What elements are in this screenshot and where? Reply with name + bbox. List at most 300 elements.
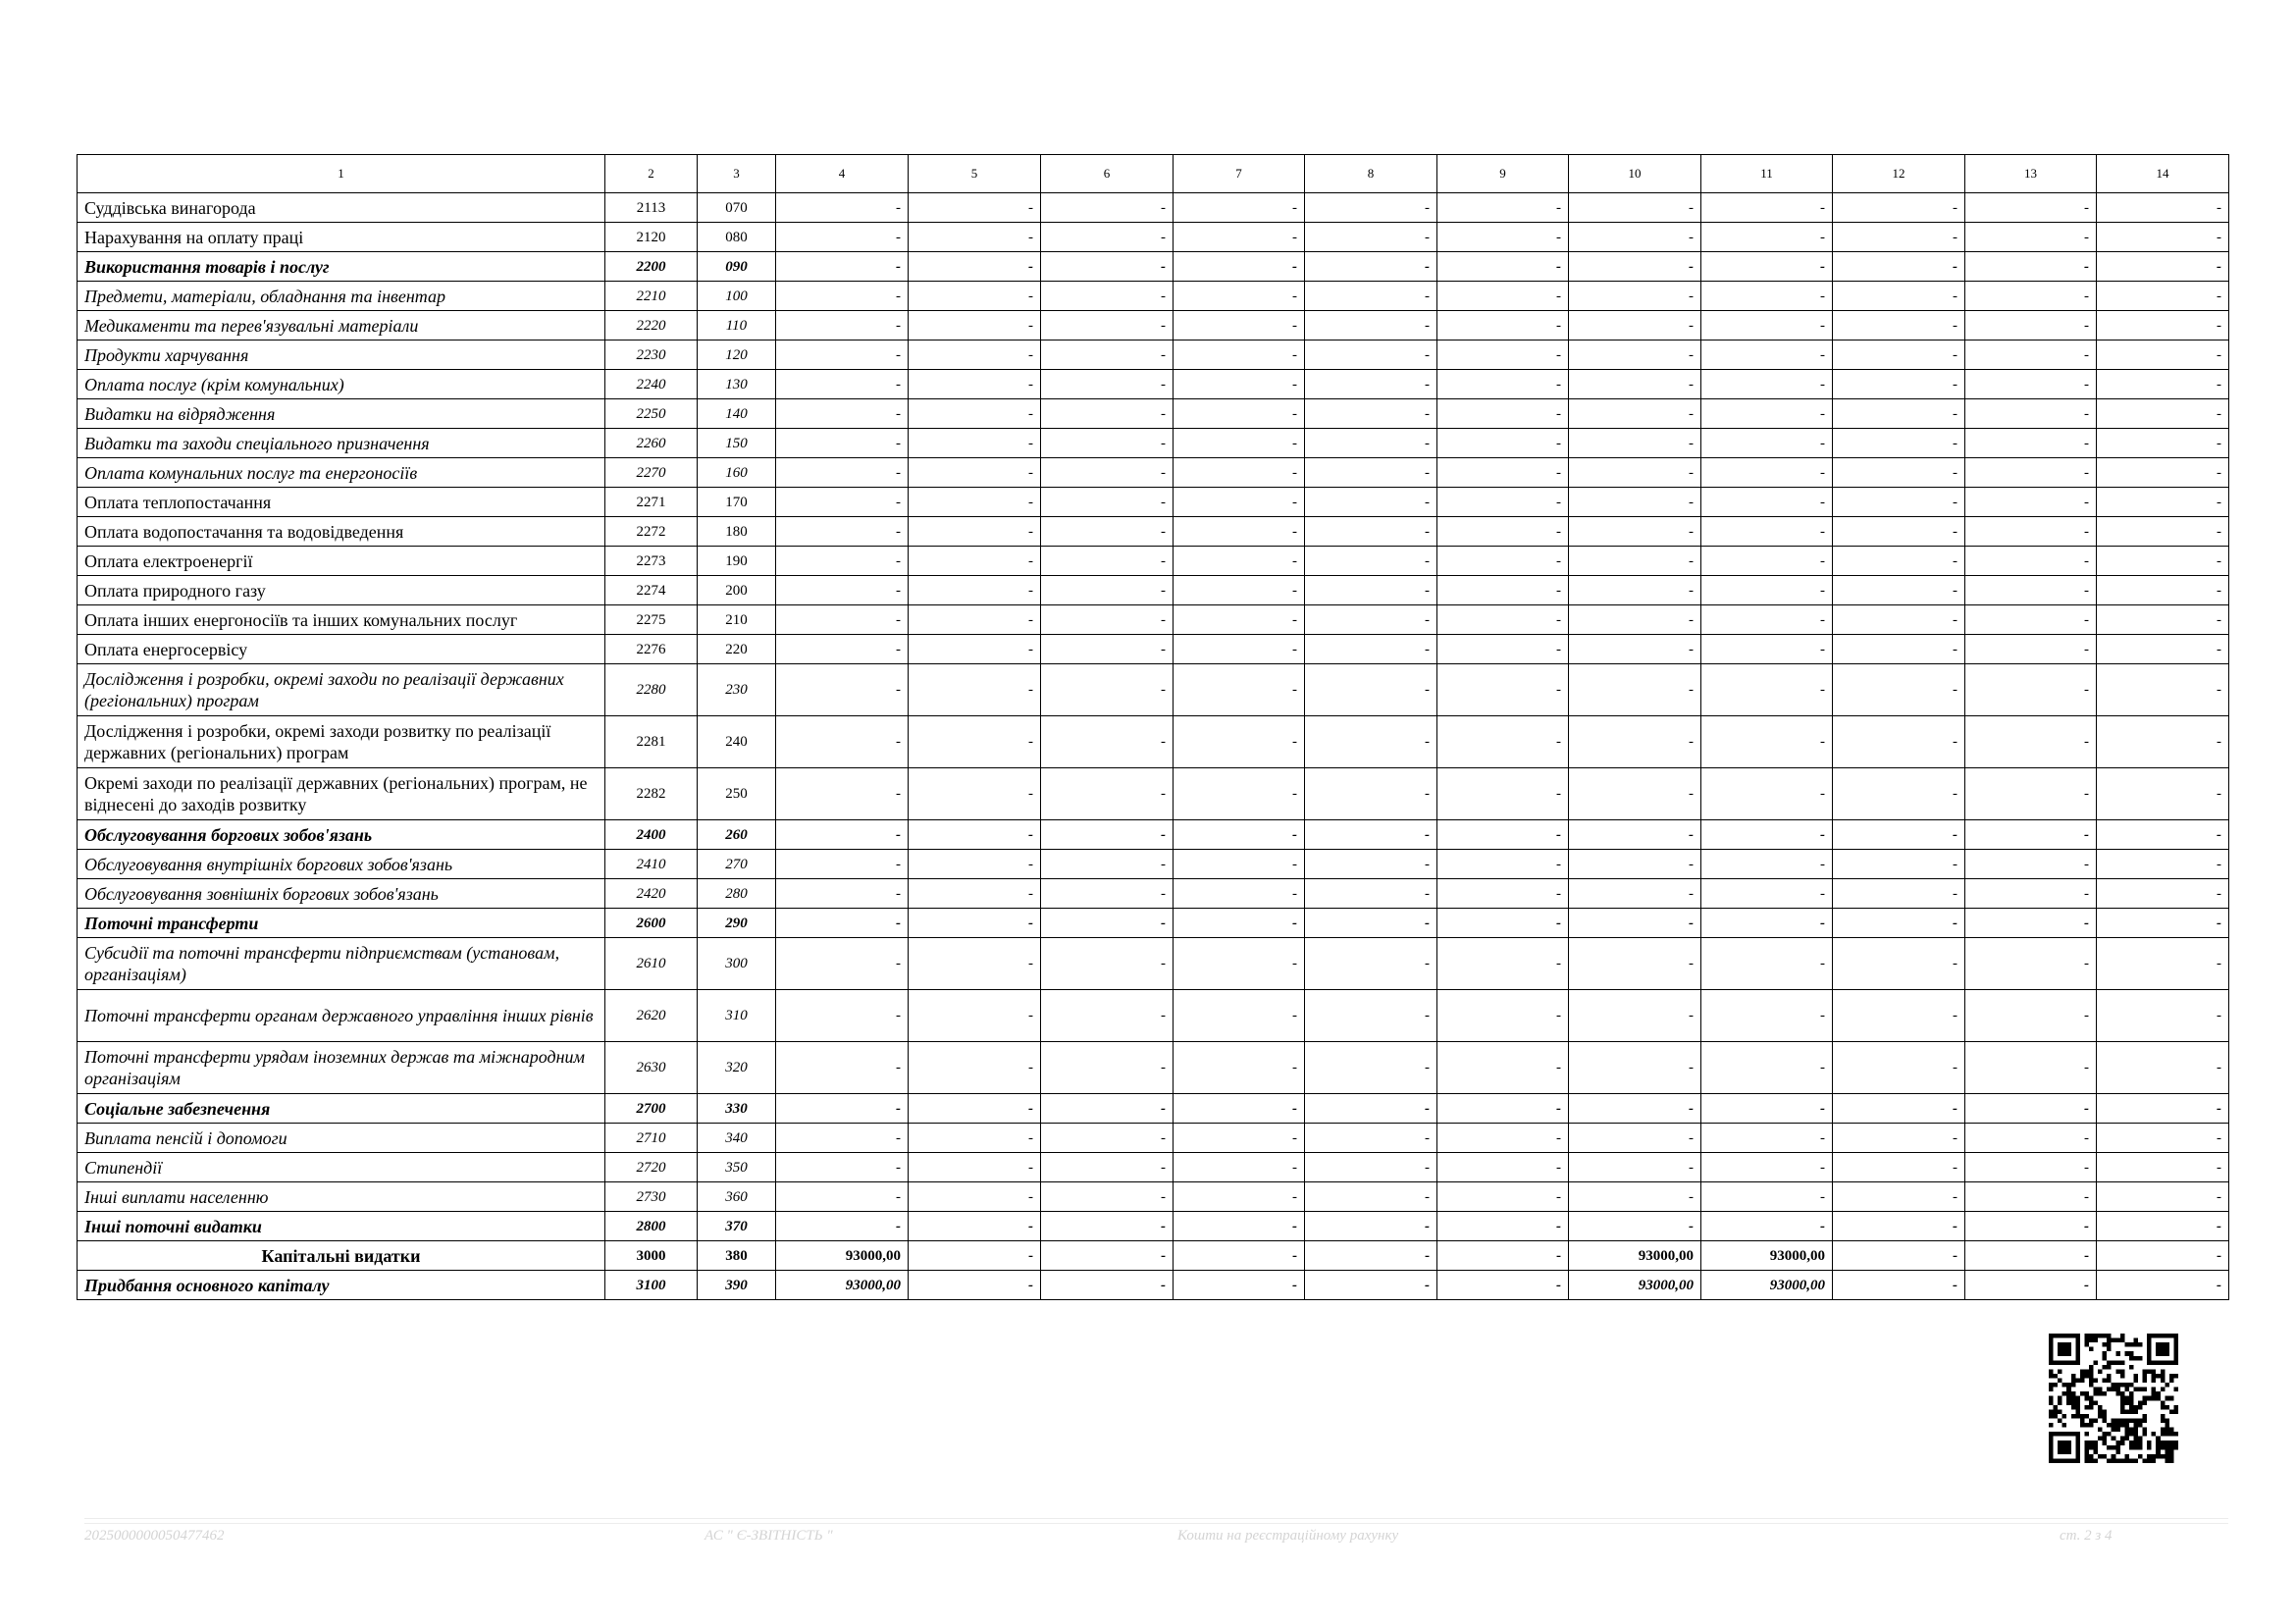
qr-module [2049, 1458, 2054, 1463]
qr-module [2143, 1396, 2148, 1401]
value-cell: - [1833, 488, 1965, 517]
value-cell: - [1569, 938, 1701, 990]
qr-module [2058, 1369, 2062, 1374]
qr-module [2133, 1342, 2138, 1347]
qr-module [2147, 1351, 2152, 1356]
value-cell: - [1041, 547, 1174, 576]
value-cell: - [1701, 252, 1833, 282]
row-kekv-code: 2700 [605, 1094, 698, 1124]
qr-module [2147, 1356, 2152, 1361]
value-cell: - [1569, 820, 1701, 850]
qr-module [2075, 1360, 2080, 1365]
value-cell: - [1305, 547, 1437, 576]
value-cell: - [776, 850, 909, 879]
qr-module [2089, 1445, 2094, 1450]
value-cell: - [2097, 1182, 2229, 1212]
qr-module [2129, 1445, 2134, 1450]
value-cell: - [1305, 1124, 1437, 1153]
value-cell: - [2097, 1094, 2229, 1124]
value-cell: - [1965, 282, 2097, 311]
qr-module [2103, 1391, 2108, 1396]
value-cell: - [1569, 223, 1701, 252]
qr-module [2112, 1437, 2116, 1441]
qr-module [2049, 1454, 2054, 1459]
qr-module [2161, 1342, 2166, 1347]
value-cell: - [1437, 458, 1569, 488]
value-cell: - [1174, 576, 1305, 605]
qr-module [2103, 1432, 2108, 1437]
qr-module [2098, 1437, 2103, 1441]
qr-module [2161, 1441, 2166, 1445]
value-cell: - [2097, 429, 2229, 458]
qr-module [2071, 1374, 2076, 1379]
qr-module [2165, 1445, 2169, 1450]
qr-module [2054, 1458, 2059, 1463]
value-cell: - [909, 1271, 1041, 1300]
row-kekv-code: 2120 [605, 223, 698, 252]
qr-module [2084, 1342, 2089, 1347]
value-cell: - [1965, 341, 2097, 370]
qr-module [2075, 1342, 2080, 1347]
value-cell: - [1305, 605, 1437, 635]
qr-module [2152, 1360, 2157, 1365]
row-name: Оплата енергосервісу [78, 635, 605, 664]
qr-module [2103, 1351, 2108, 1356]
value-cell: - [1174, 1182, 1305, 1212]
qr-module [2062, 1351, 2067, 1356]
qr-module [2080, 1369, 2085, 1374]
value-cell: - [1701, 517, 1833, 547]
value-cell: - [1701, 938, 1833, 990]
value-cell: - [1174, 458, 1305, 488]
qr-module [2112, 1338, 2116, 1343]
qr-module [2161, 1388, 2166, 1392]
value-cell: - [1305, 635, 1437, 664]
value-cell: - [1569, 990, 1701, 1042]
qr-module [2120, 1409, 2125, 1414]
qr-module [2071, 1396, 2076, 1401]
value-cell: - [909, 820, 1041, 850]
value-cell: - [1965, 664, 2097, 716]
qr-module [2071, 1391, 2076, 1396]
qr-module [2049, 1356, 2054, 1361]
value-cell: - [776, 458, 909, 488]
qr-module [2058, 1432, 2062, 1437]
row-line-code: 380 [698, 1241, 776, 1271]
value-cell: - [1965, 311, 2097, 341]
qr-module [2115, 1458, 2120, 1463]
qr-module [2089, 1454, 2094, 1459]
row-kekv-code: 2271 [605, 488, 698, 517]
qr-module [2124, 1388, 2129, 1392]
qr-module [2156, 1374, 2161, 1379]
value-cell: - [1305, 850, 1437, 879]
qr-module [2115, 1449, 2120, 1454]
value-cell: - [776, 605, 909, 635]
value-cell: - [1701, 820, 1833, 850]
qr-module [2062, 1441, 2067, 1445]
qr-module [2115, 1445, 2120, 1450]
value-cell: - [1174, 429, 1305, 458]
value-cell: - [1437, 850, 1569, 879]
row-name: Оплата теплопостачання [78, 488, 605, 517]
row-kekv-code: 2276 [605, 635, 698, 664]
value-cell: - [1833, 429, 1965, 458]
qr-module [2173, 1388, 2178, 1392]
value-cell: - [1701, 1153, 1833, 1182]
qr-module [2120, 1374, 2125, 1379]
qr-module [2143, 1388, 2148, 1392]
row-kekv-code: 2240 [605, 370, 698, 399]
qr-module [2066, 1383, 2071, 1388]
row-line-code: 170 [698, 488, 776, 517]
qr-module [2173, 1445, 2178, 1450]
qr-module [2049, 1414, 2054, 1419]
qr-module [2089, 1423, 2094, 1428]
value-cell: - [1437, 605, 1569, 635]
qr-module [2058, 1396, 2062, 1401]
value-cell: - [1965, 1271, 2097, 1300]
value-cell: - [776, 1124, 909, 1153]
qr-module [2161, 1445, 2166, 1450]
qr-module [2120, 1418, 2125, 1423]
qr-module [2058, 1400, 2062, 1405]
qr-module [2103, 1414, 2108, 1419]
qr-module [2173, 1351, 2178, 1356]
qr-module [2165, 1432, 2169, 1437]
qr-module [2084, 1338, 2089, 1343]
value-cell: - [1569, 576, 1701, 605]
qr-module [2071, 1334, 2076, 1338]
qr-module [2156, 1334, 2161, 1338]
value-cell: - [1305, 429, 1437, 458]
value-cell: - [1305, 1153, 1437, 1182]
qr-module [2075, 1400, 2080, 1405]
qr-module [2058, 1445, 2062, 1450]
qr-module [2058, 1409, 2062, 1414]
value-cell: - [1437, 252, 1569, 282]
qr-module [2147, 1458, 2152, 1463]
qr-module [2165, 1458, 2169, 1463]
value-cell: - [1965, 1212, 2097, 1241]
qr-module [2115, 1423, 2120, 1428]
qr-module [2133, 1418, 2138, 1423]
qr-module [2161, 1400, 2166, 1405]
value-cell: - [1569, 879, 1701, 909]
qr-module [2103, 1418, 2108, 1423]
qr-module [2062, 1360, 2067, 1365]
value-cell: - [2097, 938, 2229, 990]
qr-module [2062, 1383, 2067, 1388]
value-cell: - [909, 282, 1041, 311]
value-cell: - [1305, 938, 1437, 990]
value-cell: - [1965, 399, 2097, 429]
row-line-code: 180 [698, 517, 776, 547]
qr-module [2165, 1342, 2169, 1347]
row-kekv-code: 2280 [605, 664, 698, 716]
value-cell: - [1437, 1241, 1569, 1271]
qr-module [2115, 1383, 2120, 1388]
qr-module [2103, 1441, 2108, 1445]
qr-module [2161, 1405, 2166, 1410]
value-cell: - [1965, 1094, 2097, 1124]
qr-module [2169, 1379, 2174, 1384]
value-cell: - [1701, 1042, 1833, 1094]
value-cell: - [1569, 311, 1701, 341]
qr-module [2138, 1437, 2143, 1441]
qr-module [2058, 1334, 2062, 1338]
value-cell: - [1701, 429, 1833, 458]
qr-module [2129, 1405, 2134, 1410]
value-cell: - [776, 635, 909, 664]
row-name: Нарахування на оплату праці [78, 223, 605, 252]
row-line-code: 130 [698, 370, 776, 399]
table-row [78, 311, 2229, 341]
value-cell: - [1041, 820, 1174, 850]
value-cell: - [909, 879, 1041, 909]
value-cell: - [1833, 990, 1965, 1042]
value-cell: - [1305, 1182, 1437, 1212]
value-cell: - [1437, 1212, 1569, 1241]
value-cell: - [776, 282, 909, 311]
table-row [78, 1042, 2229, 1094]
value-cell: - [1569, 716, 1701, 768]
value-cell: - [1965, 879, 2097, 909]
value-cell: - [1965, 252, 2097, 282]
qr-module [2089, 1369, 2094, 1374]
qr-module [2049, 1388, 2054, 1392]
qr-module [2147, 1454, 2152, 1459]
qr-module [2124, 1396, 2129, 1401]
value-cell: - [1305, 517, 1437, 547]
value-cell: - [1965, 517, 2097, 547]
value-cell: - [1833, 1153, 1965, 1182]
qr-module [2058, 1458, 2062, 1463]
qr-module [2094, 1418, 2099, 1423]
qr-module [2161, 1428, 2166, 1433]
value-cell: - [1437, 370, 1569, 399]
qr-module [2066, 1458, 2071, 1463]
value-cell: - [1569, 488, 1701, 517]
column-number-6: 6 [1041, 155, 1174, 193]
table-row [78, 635, 2229, 664]
qr-module [2066, 1432, 2071, 1437]
value-cell: - [1041, 990, 1174, 1042]
table-row [78, 909, 2229, 938]
value-cell: - [1041, 429, 1174, 458]
value-cell: - [1569, 1153, 1701, 1182]
value-cell: - [909, 311, 1041, 341]
qr-module [2080, 1414, 2085, 1419]
qr-module [2103, 1409, 2108, 1414]
qr-module [2062, 1432, 2067, 1437]
value-cell: - [1965, 1042, 2097, 1094]
table-row [78, 223, 2229, 252]
value-cell: - [2097, 820, 2229, 850]
qr-module [2115, 1391, 2120, 1396]
value-cell: - [1833, 938, 1965, 990]
row-kekv-code: 3000 [605, 1241, 698, 1271]
value-cell: - [1174, 311, 1305, 341]
qr-module [2054, 1432, 2059, 1437]
qr-module [2075, 1338, 2080, 1343]
qr-module [2133, 1441, 2138, 1445]
qr-module [2075, 1379, 2080, 1384]
footer-system-name: АС " Є-ЗВІТНІСТЬ " [704, 1528, 833, 1544]
value-cell: - [1041, 341, 1174, 370]
value-cell: - [1701, 850, 1833, 879]
value-cell: - [1701, 193, 1833, 223]
qr-module [2107, 1347, 2112, 1352]
qr-module [2094, 1334, 2099, 1338]
qr-module [2138, 1356, 2143, 1361]
qr-module [2156, 1441, 2161, 1445]
row-line-code: 070 [698, 193, 776, 223]
qr-module [2152, 1379, 2157, 1384]
qr-module [2049, 1383, 2054, 1388]
value-cell: - [776, 1094, 909, 1124]
qr-module [2156, 1454, 2161, 1459]
qr-module [2129, 1458, 2134, 1463]
qr-module [2124, 1409, 2129, 1414]
value-cell: - [1305, 252, 1437, 282]
value-cell: - [1174, 1153, 1305, 1182]
table-row [78, 716, 2229, 768]
value-cell: - [1305, 1271, 1437, 1300]
value-cell: - [1174, 990, 1305, 1042]
value-cell: - [1833, 1124, 1965, 1153]
value-cell: - [1041, 1153, 1174, 1182]
value-cell: - [1965, 488, 2097, 517]
value-cell: - [2097, 282, 2229, 311]
column-number-1: 1 [78, 155, 605, 193]
qr-module [2054, 1414, 2059, 1419]
qr-module [2062, 1458, 2067, 1463]
qr-module [2129, 1418, 2134, 1423]
qr-module [2107, 1379, 2112, 1384]
row-line-code: 200 [698, 576, 776, 605]
value-cell: - [1305, 990, 1437, 1042]
qr-module [2094, 1445, 2099, 1450]
qr-module [2173, 1338, 2178, 1343]
value-cell: - [2097, 716, 2229, 768]
row-name: Медикаменти та перев'язувальні матеріали [78, 311, 605, 341]
qr-module [2062, 1445, 2067, 1450]
qr-module [2075, 1414, 2080, 1419]
qr-module [2165, 1418, 2169, 1423]
value-cell: - [1965, 635, 2097, 664]
row-name: Оплата електроенергії [78, 547, 605, 576]
qr-module [2054, 1383, 2059, 1388]
qr-module [2058, 1449, 2062, 1454]
qr-module [2161, 1351, 2166, 1356]
qr-module [2133, 1338, 2138, 1343]
value-cell: - [1701, 909, 1833, 938]
value-cell: - [1569, 768, 1701, 820]
qr-module [2133, 1409, 2138, 1414]
qr-module [2084, 1396, 2089, 1401]
value-cell: - [776, 1212, 909, 1241]
qr-module [2112, 1454, 2116, 1459]
row-name: Поточні трансферти органам державного управління інших рівнів [78, 990, 605, 1042]
qr-module [2071, 1400, 2076, 1405]
qr-module [2066, 1449, 2071, 1454]
value-cell: - [776, 517, 909, 547]
qr-module [2165, 1428, 2169, 1433]
value-cell: - [1965, 1124, 2097, 1153]
table-row [78, 399, 2229, 429]
qr-module [2156, 1391, 2161, 1396]
qr-module [2058, 1347, 2062, 1352]
value-cell: - [1437, 820, 1569, 850]
qr-module [2103, 1454, 2108, 1459]
qr-module [2124, 1428, 2129, 1433]
qr-module [2120, 1383, 2125, 1388]
row-name: Оплата водопостачання та водовідведення [78, 517, 605, 547]
value-cell: - [1437, 282, 1569, 311]
row-name: Поточні трансферти урядам іноземних держав та міжнародним організаціям [78, 1042, 605, 1094]
row-kekv-code: 2630 [605, 1042, 698, 1094]
qr-module [2147, 1360, 2152, 1365]
value-cell: - [1305, 488, 1437, 517]
qr-module [2054, 1360, 2059, 1365]
value-cell: - [1041, 1212, 1174, 1241]
value-cell: - [1437, 488, 1569, 517]
value-cell: - [1569, 458, 1701, 488]
qr-module [2115, 1338, 2120, 1343]
value-cell: - [1174, 1271, 1305, 1300]
qr-module [2107, 1342, 2112, 1347]
value-cell: - [1305, 1241, 1437, 1271]
table-row [78, 1153, 2229, 1182]
value-cell: - [1965, 193, 2097, 223]
value-cell: - [1041, 1124, 1174, 1153]
value-cell: - [1701, 341, 1833, 370]
value-cell: - [2097, 909, 2229, 938]
qr-module [2120, 1405, 2125, 1410]
value-cell: - [776, 370, 909, 399]
value-cell: - [1041, 311, 1174, 341]
value-cell: - [1174, 605, 1305, 635]
value-cell: - [776, 252, 909, 282]
qr-module [2049, 1351, 2054, 1356]
row-line-code: 300 [698, 938, 776, 990]
qr-module [2138, 1454, 2143, 1459]
value-cell: - [1833, 716, 1965, 768]
value-cell: - [2097, 517, 2229, 547]
value-cell: - [1701, 768, 1833, 820]
row-kekv-code: 2420 [605, 879, 698, 909]
qr-module [2124, 1418, 2129, 1423]
qr-module [2075, 1347, 2080, 1352]
qr-module [2058, 1351, 2062, 1356]
qr-module [2138, 1423, 2143, 1428]
qr-module [2084, 1334, 2089, 1338]
qr-module [2049, 1342, 2054, 1347]
qr-module [2143, 1458, 2148, 1463]
table-row [78, 1241, 2229, 1271]
row-line-code: 350 [698, 1153, 776, 1182]
qr-module [2066, 1441, 2071, 1445]
row-kekv-code: 2620 [605, 990, 698, 1042]
table-row [78, 1271, 2229, 1300]
value-cell: - [1569, 252, 1701, 282]
qr-module [2112, 1423, 2116, 1428]
qr-module [2107, 1423, 2112, 1428]
qr-module [2152, 1458, 2157, 1463]
value-cell: - [1569, 517, 1701, 547]
value-cell: - [1965, 1153, 2097, 1182]
